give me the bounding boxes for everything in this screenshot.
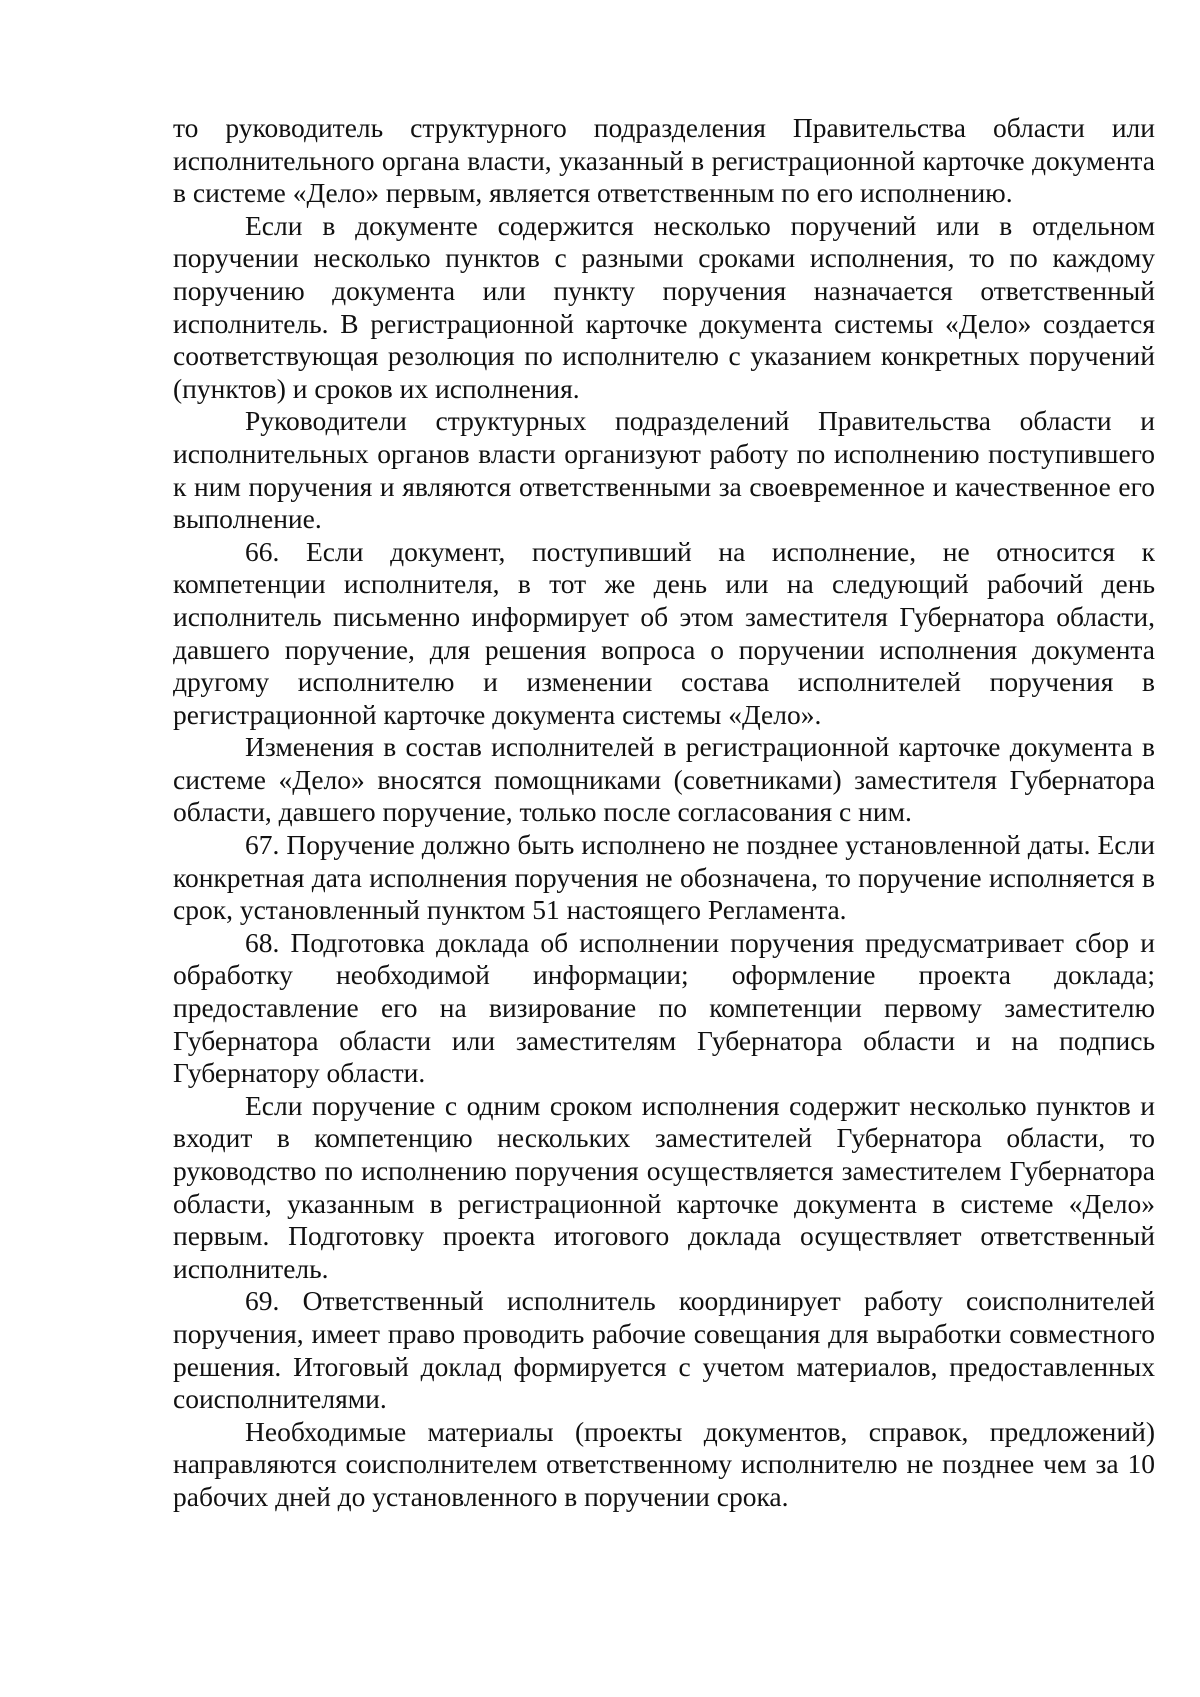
paragraph-item-66: 66. Если документ, поступивший на исполнение, не относится к компетенции исполнителя, в тот же день или на следующий рабочий день исполнитель письменно информирует об этом заместителя Губернатора области, давшего поручение, для решения вопроса о поручении исполнения документа другому исполнителю и изменении состава исполнителей поручения в регистрационной карточке документа системы «Дело». — [173, 535, 1155, 730]
paragraph-multi-deputy-orders: Если поручение с одним сроком исполнения содержит несколько пунктов и входит в компетенцию нескольких заместителей Губернатора области, то руководство по исполнению поручения осуществляется заместителем Губернатора области, указанным в регистрационной карточке документа в системе «Дело» первым. Подготовку проекта итогового доклада осуществляет ответственный исполнитель. — [173, 1089, 1155, 1284]
paragraph-heads-responsibility: Руководители структурных подразделений Правительства области и исполнительных органов власти организуют работу по исполнению поступившего к ним поручения и являются ответственными за своевременное и качественное его выполнение. — [173, 405, 1155, 535]
paragraph-continuation: то руководитель структурного подразделения Правительства области или исполнительного органа власти, указанный в регистрационной карточке документа в системе «Дело» первым, является ответственным по его исполнению. — [173, 112, 1155, 209]
paragraph-materials-deadline: Необходимые материалы (проекты документов, справок, предложений) направляются соисполнителем ответственному исполнителю не позднее чем за 10 рабочих дней до установленного в поручении срока. — [173, 1415, 1155, 1512]
paragraph-executor-changes: Изменения в состав исполнителей в регистрационной карточке документа в системе «Дело» вносятся помощниками (советниками) заместителя Губернатора области, давшего поручение, только после согласования с ним. — [173, 731, 1155, 828]
paragraph-item-69: 69. Ответственный исполнитель координирует работу соисполнителей поручения, имеет право проводить рабочие совещания для выработки совместного решения. Итоговый доклад формируется с учетом материалов, предоставленных соисполнителями. — [173, 1285, 1155, 1415]
document-body — [173, 112, 1155, 1514]
paragraph-item-68: 68. Подготовка доклада об исполнении поручения предусматривает сбор и обработку необходимой информации; оформление проекта доклада; предоставление его на визирование по компетенции первому заместителю Губернатора области или заместителям Губернатора области и на подпись Губернатору области. — [173, 926, 1155, 1089]
paragraph-item-67: 67. Поручение должно быть исполнено не позднее установленной даты. Если конкретная дата исполнения поручения не обозначена, то поручение исполняется в срок, установленный пунктом 51 настоящего Регламента. — [173, 829, 1155, 926]
paragraph-multiple-orders: Если в документе содержится несколько поручений или в отдельном поручении несколько пунктов с разными сроками исполнения, то по каждому поручению документа или пункту поручения назначается ответственный исполнитель. В регистрационной карточке документа системы «Дело» создается соответствующая резолюция по исполнителю с указанием конкретных поручений (пунктов) и сроков их исполнения. — [173, 209, 1155, 404]
